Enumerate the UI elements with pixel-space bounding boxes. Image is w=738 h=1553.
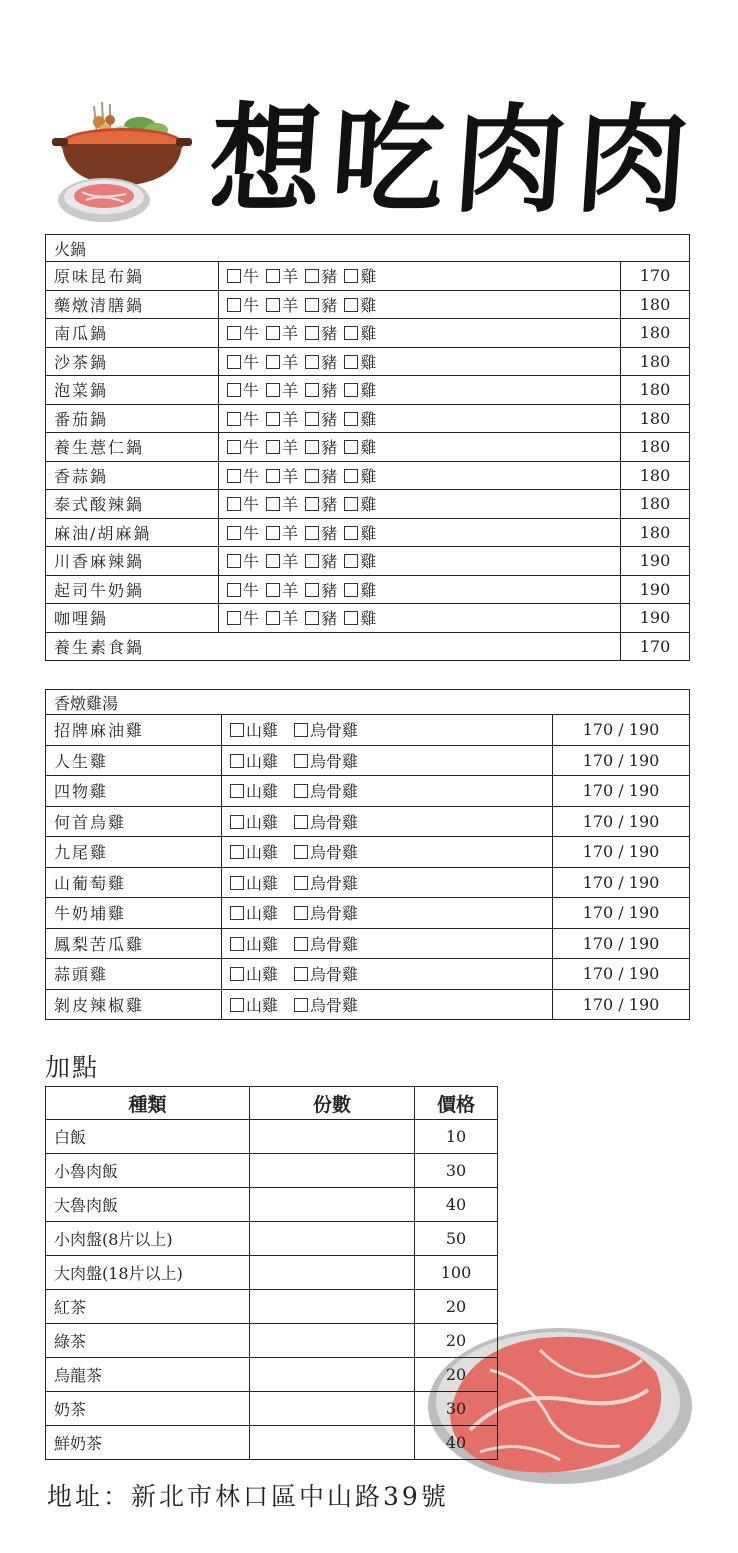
table-row: 白飯 10 [46,1120,498,1154]
table-row: 川香麻辣鍋 牛 羊 豬 雞 190 [46,547,690,576]
quantity-cell[interactable] [250,1256,415,1290]
checkbox[interactable] [227,469,241,483]
checkbox[interactable] [305,383,319,397]
chicken-options: 山雞 烏骨雞 [222,898,553,929]
checkbox[interactable] [305,440,319,454]
table-row: 人生雞 山雞 烏骨雞 170 / 190 [46,745,690,776]
checkbox[interactable] [344,440,358,454]
column-header: 價格 [415,1087,498,1120]
checkbox[interactable] [305,355,319,369]
checkbox[interactable] [227,298,241,312]
chicken-options: 山雞 烏骨雞 [222,837,553,868]
checkbox[interactable] [230,815,244,829]
checkbox[interactable] [305,269,319,283]
section-label: 香燉雞湯 [46,690,690,715]
checkbox[interactable] [230,723,244,737]
checkbox[interactable] [227,269,241,283]
checkbox[interactable] [227,326,241,340]
meat-options: 牛 羊 豬 雞 [219,290,621,319]
quantity-cell[interactable] [250,1154,415,1188]
checkbox[interactable] [230,845,244,859]
addons-table [45,1086,498,1460]
table-row: 香蒜鍋 牛 羊 豬 雞 180 [46,461,690,490]
column-header: 份數 [250,1087,415,1120]
table-row: 四物雞 山雞 烏骨雞 170 / 190 [46,776,690,807]
addons-title: 加點 [45,1053,100,1082]
table-row: 大魯肉飯 40 [46,1188,498,1222]
checkbox[interactable] [344,326,358,340]
meat-options: 牛 羊 豬 雞 [219,461,621,490]
quantity-cell[interactable] [250,1392,415,1426]
table-row: 牛奶埔雞 山雞 烏骨雞 170 / 190 [46,898,690,929]
checkbox[interactable] [227,412,241,426]
quantity-cell[interactable] [250,1188,415,1222]
checkbox[interactable] [266,583,280,597]
chicken-options: 山雞 烏骨雞 [222,806,553,837]
table-row: 九尾雞 山雞 烏骨雞 170 / 190 [46,837,690,868]
checkbox[interactable] [294,937,308,951]
checkbox[interactable] [294,784,308,798]
meat-options: 牛 羊 豬 雞 [219,433,621,462]
table-row: 紅茶 20 [46,1290,498,1324]
checkbox[interactable] [227,497,241,511]
table-row: 招牌麻油雞 山雞 烏骨雞 170 / 190 [46,715,690,746]
hotpot-table [45,234,690,661]
quantity-cell[interactable] [250,1426,415,1460]
checkbox[interactable] [227,554,241,568]
checkbox[interactable] [294,723,308,737]
checkbox[interactable] [230,784,244,798]
meat-options: 牛 羊 豬 雞 [219,490,621,519]
checkbox[interactable] [305,526,319,540]
checkbox[interactable] [305,326,319,340]
checkbox[interactable] [227,355,241,369]
checkbox[interactable] [294,876,308,890]
checkbox[interactable] [266,497,280,511]
checkbox[interactable] [344,611,358,625]
chicken-options: 山雞 烏骨雞 [222,715,553,746]
column-header: 種類 [46,1087,250,1120]
checkbox[interactable] [344,355,358,369]
meat-options: 牛 羊 豬 雞 [219,319,621,348]
checkbox[interactable] [294,967,308,981]
chicken-soup-table [45,689,690,1020]
checkbox[interactable] [294,998,308,1012]
meat-options: 牛 羊 豬 雞 [219,376,621,405]
checkbox[interactable] [305,469,319,483]
quantity-cell[interactable] [250,1290,415,1324]
checkbox[interactable] [266,469,280,483]
checkbox[interactable] [344,298,358,312]
table-row: 麻油/胡麻鍋 牛 羊 豬 雞 180 [46,518,690,547]
checkbox[interactable] [266,440,280,454]
checkbox[interactable] [266,554,280,568]
checkbox[interactable] [305,554,319,568]
chicken-options: 山雞 烏骨雞 [222,928,553,959]
checkbox[interactable] [344,526,358,540]
table-header-row [46,1087,498,1120]
chicken-options: 山雞 烏骨雞 [222,959,553,990]
table-row: 何首烏雞 山雞 烏骨雞 170 / 190 [46,806,690,837]
checkbox[interactable] [344,412,358,426]
checkbox[interactable] [230,754,244,768]
checkbox[interactable] [227,583,241,597]
checkbox[interactable] [266,269,280,283]
table-row: 原味昆布鍋 牛 羊 豬 雞 170 [46,262,690,291]
table-row: 泡菜鍋 牛 羊 豬 雞 180 [46,376,690,405]
checkbox[interactable] [344,383,358,397]
checkbox[interactable] [230,967,244,981]
table-row: 養生素食鍋 170 [46,632,690,661]
checkbox[interactable] [344,469,358,483]
table-row: 泰式酸辣鍋 牛 羊 豬 雞 180 [46,490,690,519]
table-row: 藥燉清膳鍋 牛 羊 豬 雞 180 [46,290,690,319]
section-label: 火鍋 [46,235,690,262]
header [0,0,738,232]
chicken-options: 山雞 烏骨雞 [222,745,553,776]
table-row: 鳳梨苦瓜雞 山雞 烏骨雞 170 / 190 [46,928,690,959]
checkbox[interactable] [266,355,280,369]
checkbox[interactable] [266,326,280,340]
checkbox[interactable] [230,937,244,951]
checkbox[interactable] [230,998,244,1012]
table-row: 南瓜鍋 牛 羊 豬 雞 180 [46,319,690,348]
meat-options: 牛 羊 豬 雞 [219,604,621,633]
checkbox[interactable] [344,554,358,568]
checkbox[interactable] [305,412,319,426]
table-row: 咖哩鍋 牛 羊 豬 雞 190 [46,604,690,633]
meat-options: 牛 羊 豬 雞 [219,575,621,604]
table-row: 綠茶 20 [46,1324,498,1358]
checkbox[interactable] [227,611,241,625]
checkbox[interactable] [266,383,280,397]
checkbox[interactable] [230,876,244,890]
checkbox[interactable] [230,906,244,920]
checkbox[interactable] [305,298,319,312]
table-row: 番茄鍋 牛 羊 豬 雞 180 [46,404,690,433]
chicken-options: 山雞 烏骨雞 [222,776,553,807]
checkbox[interactable] [227,526,241,540]
table-row: 小魯肉飯 30 [46,1154,498,1188]
checkbox[interactable] [294,906,308,920]
checkbox[interactable] [266,298,280,312]
table-row: 沙茶鍋 牛 羊 豬 雞 180 [46,347,690,376]
checkbox[interactable] [227,440,241,454]
quantity-cell[interactable] [250,1324,415,1358]
checkbox[interactable] [344,269,358,283]
checkbox[interactable] [266,412,280,426]
table-row: 山葡萄雞 山雞 烏骨雞 170 / 190 [46,867,690,898]
checkbox[interactable] [305,583,319,597]
chicken-options: 山雞 烏骨雞 [222,989,553,1020]
checkbox[interactable] [294,815,308,829]
table-row: 小肉盤(8片以上) 50 [46,1222,498,1256]
table-row: 起司牛奶鍋 牛 羊 豬 雞 190 [46,575,690,604]
checkbox[interactable] [344,497,358,511]
quantity-cell[interactable] [250,1222,415,1256]
meat-options: 牛 羊 豬 雞 [219,262,621,291]
page-title: 想吃肉肉 [205,91,703,230]
address: 地址：新北市林口區中山路39號 [47,1482,449,1511]
chicken-options: 山雞 烏骨雞 [222,867,553,898]
checkbox[interactable] [294,845,308,859]
checkbox[interactable] [344,583,358,597]
checkbox[interactable] [266,611,280,625]
checkbox[interactable] [305,611,319,625]
meat-options: 牛 羊 豬 雞 [219,404,621,433]
quantity-cell[interactable] [250,1358,415,1392]
checkbox[interactable] [227,383,241,397]
table-row: 烏龍茶 20 [46,1358,498,1392]
table-row: 養生薏仁鍋 牛 羊 豬 雞 180 [46,433,690,462]
checkbox[interactable] [305,497,319,511]
meat-options: 牛 羊 豬 雞 [219,547,621,576]
table-row: 蒜頭雞 山雞 烏骨雞 170 / 190 [46,959,690,990]
table-row: 剝皮辣椒雞 山雞 烏骨雞 170 / 190 [46,989,690,1020]
hotpot-illustration [52,96,200,230]
checkbox[interactable] [266,526,280,540]
meat-options: 牛 羊 豬 雞 [219,518,621,547]
checkbox[interactable] [294,754,308,768]
table-row: 大肉盤(18片以上) 100 [46,1256,498,1290]
meat-options: 牛 羊 豬 雞 [219,347,621,376]
quantity-cell[interactable] [250,1120,415,1154]
table-row: 奶茶 30 [46,1392,498,1426]
table-row: 鮮奶茶 40 [46,1426,498,1460]
